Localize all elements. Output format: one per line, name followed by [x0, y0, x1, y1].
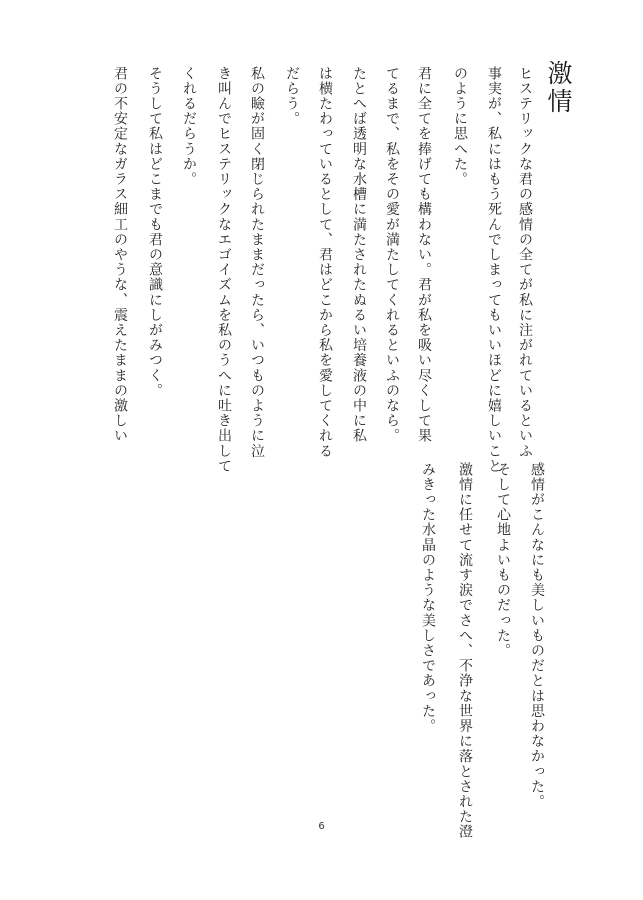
text-line-7: は横たわっているとして、君はどこから私を愛してくれる: [317, 66, 333, 459]
text-line-3: のように思へた。: [452, 66, 468, 187]
text-line-17: みきった水晶のような美しさであった。: [420, 462, 436, 734]
text-line-13: 君の不安定なガラス細工のやうな、震えたままの激しい: [112, 66, 128, 444]
text-line-10: き叫んでヒステリックなエゴイズムを私のうへに吐き出して: [216, 66, 232, 474]
text-line-15: そして心地よいものだった。: [495, 462, 511, 659]
text-line-16: 激情に任せて流す涙でさへ、不浄な世界に落とされた澄: [457, 462, 473, 840]
text-line-5: てるまで、私をその愛が満たしてくれるといふのなら。: [384, 66, 400, 444]
text-line-4: 君に全てを捧げても構わない。君が私を吸い尽くして果: [416, 66, 432, 444]
page-title: 激情: [544, 60, 573, 116]
text-line-9: 私の瞼が固く閉じられたままだったら、いつものように泣: [249, 66, 265, 459]
text-line-14: 感情がこんなにも美しいものだとは思わなかった。: [529, 462, 545, 810]
page-number: 6: [318, 821, 325, 832]
text-line-11: くれるだらうか。: [181, 66, 197, 187]
text-line-8: だらう。: [284, 66, 300, 127]
text-line-6: たとへば透明な水槽に満たされたぬるい培養液の中に私: [351, 66, 367, 444]
text-line-12: そうして私はどこまでも君の意識にしがみつく。: [147, 66, 163, 399]
text-line-1: ヒステリックな君の感情の全てが私に注がれているといふ: [517, 66, 533, 459]
text-line-2: 事実が、私にはもう死んでしまってもいいほどに嬉しいこと: [486, 66, 502, 474]
